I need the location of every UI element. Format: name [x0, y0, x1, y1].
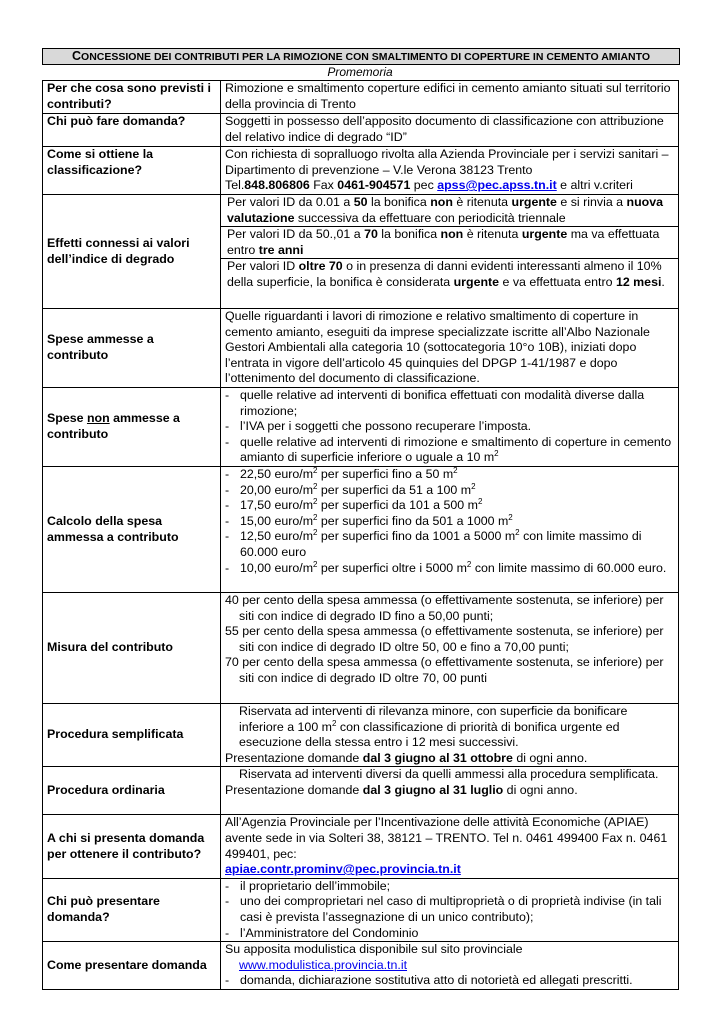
superscript: 2	[466, 559, 472, 569]
range: per superfici fino da 1001 a 5000 m	[317, 529, 516, 544]
row-label	[43, 388, 221, 467]
superscript: 2	[313, 512, 318, 522]
text-part: e si rinvia a	[556, 195, 627, 209]
text-part: Riservata ad interventi di rilevanza minore, con superficie da bonificare inferiore a 100 m	[239, 704, 628, 734]
list-item: - domanda, dichiarazione sostitutiva atto di notorietà ed allegati prescritti.	[225, 973, 675, 989]
superscript: 2	[313, 481, 318, 491]
text-part: o in presenza di danni evidenti interessanti almeno il 10% della superficie, la bonifica è considerata	[227, 259, 662, 289]
table-row	[43, 388, 679, 467]
submission-period	[225, 783, 675, 799]
modulistica-link[interactable]: www.modulistica.provincia.tn.it	[239, 957, 408, 972]
row-value	[221, 878, 679, 941]
row-value: Rimozione e smaltimento coperture edifici in cemento amianto situati sul territorio della provincia di Trento	[221, 81, 679, 114]
table-row	[43, 815, 679, 878]
text-bold: urgente	[521, 227, 568, 242]
classification-suffix: e altri v.criteri	[556, 178, 633, 193]
date-range: dal 3 giugno al 31 luglio	[362, 782, 504, 797]
superscript: 2	[313, 465, 318, 475]
row-label: Come si ottiene la classificazione?	[43, 147, 221, 195]
table-row	[43, 81, 679, 114]
degrade-range-high	[221, 258, 678, 290]
contribution-tier: 55 per cento della spesa ammessa (o effettivamente sostenuta, se inferiore) per siti con indice di degrado ID oltre 50, 00 e fino a 70,00 punti;	[225, 624, 664, 654]
table-row	[43, 704, 679, 767]
list-item: - 10,00 euro/$m^2$ per superfici oltre i 5000 $m^2$ con limite massimo di 60.000 euro.	[225, 559, 667, 575]
row-value	[221, 704, 679, 767]
fax-number: 0461-904571	[337, 178, 411, 193]
text-part: è ritenuta	[463, 227, 522, 242]
fax-prefix: Fax	[309, 178, 338, 193]
table-row	[43, 767, 679, 815]
text-bold: oltre 70	[298, 259, 343, 274]
range: per superfici da 51 a 100 m	[317, 482, 472, 497]
row-value	[221, 767, 679, 815]
text-bold: 70	[364, 227, 378, 242]
table-row	[43, 195, 679, 309]
rate: 20,00 euro/m	[240, 482, 314, 497]
text-part: Per valori ID da 50.,01 a	[227, 227, 365, 242]
text-bold: urgente	[511, 195, 557, 209]
procedure-description	[225, 704, 675, 751]
superscript: 2	[477, 497, 483, 507]
text-part: la bonifica	[377, 227, 441, 242]
list-item: - quelle relative ad interventi di rimozione e smaltimento di coperture in cemento amianto di superficie inferiore o uguale a 10 $m^2$	[225, 434, 672, 465]
row-value	[221, 467, 679, 593]
table-row	[43, 593, 679, 704]
label-underlined: non	[86, 411, 110, 426]
date-range: dal 3 giugno al 31 ottobre	[362, 750, 513, 765]
table-row	[43, 114, 679, 147]
superscript: 2	[508, 512, 513, 522]
range: per superfici fino a 50 m	[317, 467, 454, 481]
phone-number: 848.806806	[244, 178, 310, 193]
list-item: - 15,00 euro/$m^2$ per superfici fino da 501 a 1000 $m^2$	[225, 512, 513, 528]
label-part: ammesse a contributo	[47, 411, 180, 441]
label-part: Spese	[47, 411, 87, 426]
rate: 12,50 euro/m	[240, 529, 314, 544]
row-label: Spese ammesse a contributo	[43, 309, 221, 388]
list-item: - uno dei comproprietari nel caso di multiproprietà o di proprietà indivise (in tali casi è prevista l’assegnazione di un unico contributo);	[225, 894, 675, 925]
rate: 22,50 euro/m	[240, 467, 314, 481]
text-bold: tre anni	[258, 242, 304, 257]
limit: con limite massimo di 60.000 euro.	[471, 560, 667, 575]
limit: con limite massimo di 60.000 euro	[240, 529, 642, 559]
list-item: - il proprietario dell’immobile;	[225, 879, 675, 895]
text-bold: 12 mesi	[615, 274, 662, 289]
row-value: Quelle riguardanti i lavori di rimozione e relativo smaltimento di coperture in cemento amianto, eseguiti da imprese specializzate iscritte all’Albo Nazionale Gestori Ambientali alla categoria 10 (sottocategoria 10°o 10B), iniziati dopo l’entrata in vigore dell’articolo 45 quinquies del DPGP 1-41/1987 e dopo l’ottenimento del documento di classificazione.	[221, 309, 679, 388]
text-part: Per valori ID da 0.01 a	[227, 195, 354, 209]
list-item: - l’Amministratore del Condominio	[225, 926, 675, 942]
range: per superfici fino da 501 a 1000 m	[317, 513, 509, 528]
superscript: 2	[313, 528, 318, 538]
rate: 15,00 euro/m	[240, 513, 314, 528]
classification-text: Con richiesta di sopralluogo rivolta alla Azienda Provinciale per i servizi sanitari – Dipartimento di prevenzione – V.le Verona 38123 Trento	[225, 147, 669, 177]
table-row	[43, 942, 679, 990]
text-part: successiva da effettuare con periodicità triennale	[294, 210, 566, 225]
row-label: Chi può presentare domanda?	[43, 878, 221, 941]
pec-prefix: pec	[410, 178, 438, 193]
list-item-text: l’Amministratore del Condominio	[240, 925, 419, 940]
list-item-text: domanda, dichiarazione sostitutiva atto di notorietà ed allegati prescritti.	[240, 973, 633, 988]
text-bold: urgente	[453, 274, 500, 289]
row-label: Calcolo della spesa ammessa a contributo	[43, 467, 221, 593]
contribution-tier: 70 per cento della spesa ammessa (o effettivamente sostenuta, se inferiore) per siti con indice di degrado ID oltre 70, 00 punti	[225, 655, 664, 685]
list-item-text: uno dei comproprietari nel caso di multiproprietà o di proprietà indivise (in tali casi è prevista l’assegnazione di un unico contributo);	[240, 894, 662, 924]
row-value: Soggetti in possesso dell’apposito documento di classificazione con attribuzione del relativo indice di degrado “ID”	[221, 114, 679, 147]
text-part: e va effettuata entro	[499, 274, 616, 289]
text-part: Presentazione domande	[225, 782, 363, 797]
row-label: Procedura ordinaria	[43, 767, 221, 815]
text-part: con classificazione di priorità di bonifica urgente ed esecuzione della stessa entro i 12 mesi successivi.	[239, 719, 620, 750]
rate: 17,50 euro/m	[240, 498, 314, 513]
list-item-text: quelle relative ad interventi di bonifica effettuati con modalità diverse dalla rimozione;	[240, 388, 645, 418]
superscript: 2	[313, 559, 318, 569]
superscript: 2	[471, 481, 476, 491]
text-bold: nuova valutazione	[227, 195, 663, 225]
text-part: .	[661, 274, 665, 289]
pec-email-link[interactable]: apss@pec.apss.tn.it	[437, 178, 557, 193]
tel-prefix: Tel.	[225, 178, 245, 193]
row-label: Procedura semplificata	[43, 704, 221, 767]
text-part: ma va effettuata entro	[227, 227, 660, 257]
row-value	[221, 195, 679, 309]
rate: 10,00 euro/m	[240, 560, 314, 575]
info-table	[42, 80, 679, 990]
row-label: Per che cosa sono previsti i contributi?	[43, 81, 221, 114]
row-value	[221, 815, 679, 878]
text-part: la bonifica	[367, 195, 431, 209]
row-value	[221, 147, 679, 195]
row-label: Come presentare domanda	[43, 942, 221, 990]
list-item: - l’IVA per i soggetti che possono recuperare l’imposta.	[225, 419, 675, 435]
table-row	[43, 878, 679, 941]
apiae-pec-link[interactable]: apiae.contr.prominv@pec.provincia.tn.it	[225, 862, 461, 877]
table-row	[43, 467, 679, 593]
list-item-text: quelle relative ad interventi di rimozione e smaltimento di coperture in cemento amianto di superficie inferiore o uguale a 10 m	[240, 434, 672, 465]
superscript: 2	[331, 718, 337, 728]
range: per superfici da 101 a 500 m	[317, 498, 478, 513]
text-part: è ritenuta	[452, 195, 512, 209]
text-part: Presentazione domande	[225, 750, 363, 765]
text-bold: 50	[353, 195, 368, 209]
degrade-range-mid	[221, 226, 678, 258]
table-row	[43, 147, 679, 195]
list-item-text: l’IVA per i soggetti che possono recuperare l’imposta.	[240, 419, 532, 434]
contribution-tier: 40 per cento della spesa ammessa (o effettivamente sostenuta, se inferiore) per siti con indice di degrado ID fino a 50,00 punti;	[225, 593, 664, 623]
title-text: ONCESSIONE DEI CONTRIBUTI PER LA RIMOZIONE CON SMALTIMENTO DI COPERTURE IN CEMENTO AMIANTO	[81, 51, 650, 63]
superscript: 2	[313, 497, 318, 507]
row-label: Effetti connessi ai valori dell’indice di degrado	[43, 195, 221, 309]
row-label: Chi può fare domanda?	[43, 114, 221, 147]
text-bold: non	[440, 227, 464, 242]
list-item-text: il proprietario dell’immobile;	[240, 878, 391, 893]
document-title	[42, 48, 680, 65]
list-item: - quelle relative ad interventi di bonifica effettuati con modalità diverse dalla rimozione;	[225, 388, 675, 419]
list-item: - 17,50 euro/$m^2$ per superfici da 101 a 500 $m^2$	[225, 497, 483, 513]
list-item: - 22,50 euro/$m^2$ per superfici fino a 50 $m^2$	[225, 465, 458, 481]
table-row	[43, 309, 679, 388]
submission-period	[225, 751, 675, 767]
degrade-range-low	[221, 195, 678, 226]
text-bold: non	[430, 195, 453, 209]
range: per superfici oltre i 5000 m	[317, 560, 467, 575]
modulistica-text: Su apposita modulistica disponibile sul sito provinciale	[225, 942, 523, 957]
document-subtitle: Promemoria	[327, 65, 393, 79]
row-value	[221, 388, 679, 467]
row-label: Misura del contributo	[43, 593, 221, 704]
text-part: di ogni anno.	[512, 750, 588, 765]
agency-text: All’Agenzia Provinciale per l’Incentivazione delle attività Economiche (APIAE) avente sede in via Solteri 38, 38121 – TRENTO. Tel n. 0461 499400 Fax n. 0461 499401, pec:	[225, 815, 668, 861]
row-value	[221, 942, 679, 990]
text-part: di ogni anno.	[503, 782, 578, 797]
text-part: Per valori ID	[227, 259, 299, 274]
row-value	[221, 593, 679, 704]
superscript: 2	[494, 449, 499, 459]
title-initial: C	[72, 49, 82, 63]
list-item: - 12,50 euro/$m^2$ per superfici fino da 1001 a 5000 $m^2$ con limite massimo di 60.000 euro	[225, 528, 642, 559]
superscript: 2	[515, 528, 520, 538]
row-label: A chi si presenta domanda per ottenere il contributo?	[43, 815, 221, 878]
superscript: 2	[453, 465, 458, 475]
procedure-description: Riservata ad interventi diversi da quelli ammessi alla procedura semplificata.	[239, 767, 659, 782]
list-item: - 20,00 euro/$m^2$ per superfici da 51 a 100 $m^2$	[225, 481, 476, 497]
